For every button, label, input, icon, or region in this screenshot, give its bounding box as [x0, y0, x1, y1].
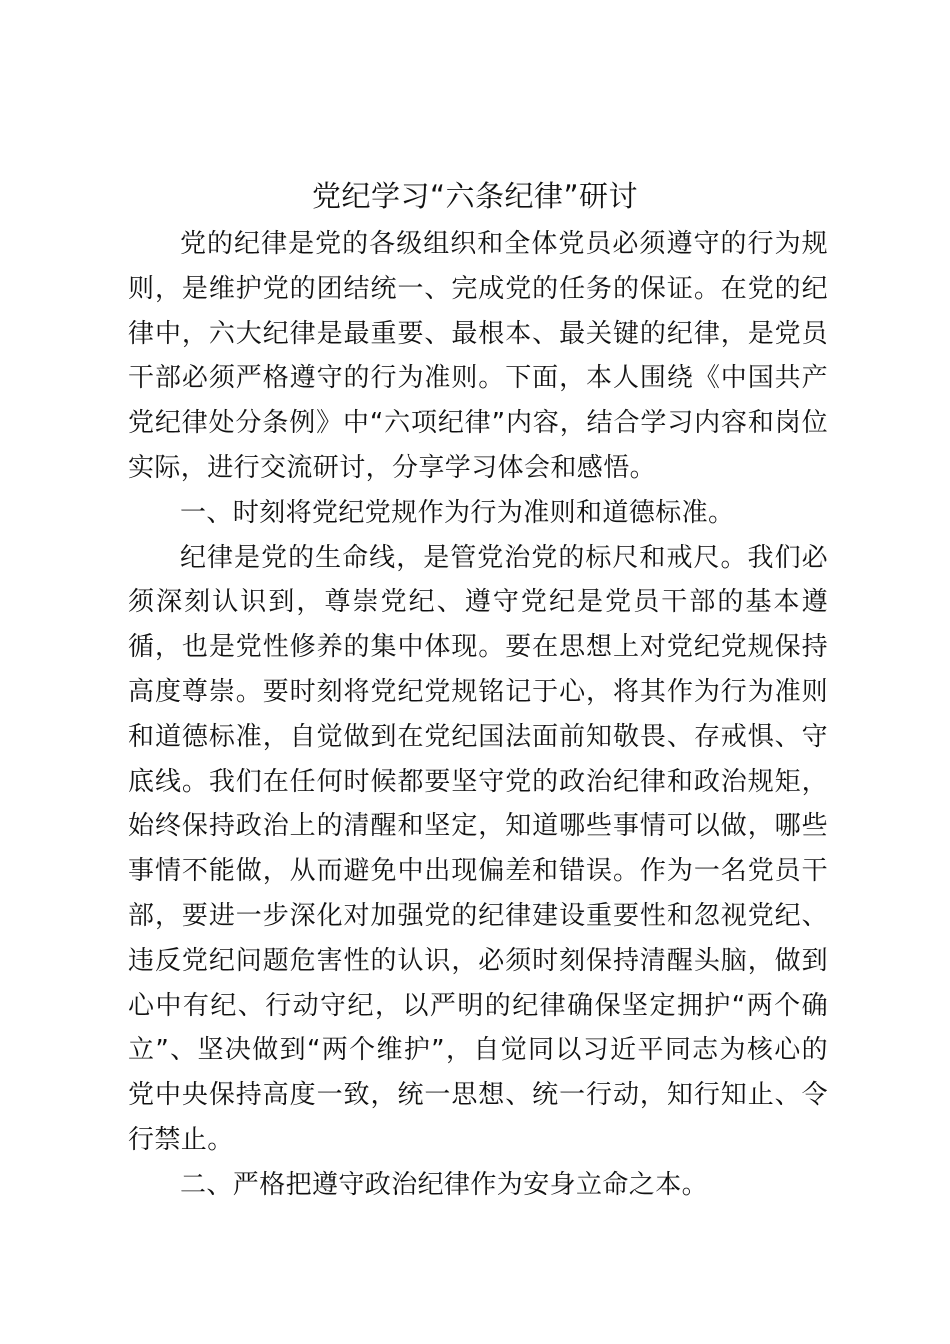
- section-heading-1: 一、时刻将党纪党规作为行为准则和道德标准。: [180, 497, 735, 528]
- intro-paragraph: 党的纪律是党的各级组织和全体党员必须遵守的行为规则，是维护党的团结统一、完成党的任务的保证。在党的纪律中，六大纪律是最重要、最根本、最关键的纪律，是党员干部必须严格遵守的行为准则。下面，本人围绕《中国共产党纪律处分条例》中“六项纪律”内容，结合学习内容和岗位实际，进行交流研讨，分享学习体会和感悟。: [128, 229, 828, 483]
- document-title: 党纪学习“六条纪律”研讨: [311, 179, 639, 213]
- section-heading-2: 二、严格把遵守政治纪律作为安身立命之本。: [180, 1169, 709, 1200]
- section-1-paragraph: 纪律是党的生命线，是管党治党的标尺和戒尺。我们必须深刻认识到，尊崇党纪、遵守党纪是党员干部的基本遵循，也是党性修养的集中体现。要在思想上对党纪党规保持高度尊崇。要时刻将党纪党规铭记于心，将其作为行为准则和道德标准，自觉做到在党纪国法面前知敬畏、存戒惧、守底线。我们在任何时候都要坚守党的政治纪律和政治规矩，始终保持政治上的清醒和坚定，知道哪些事情可以做，哪些事情不能做，从而避免中出现偏差和错误。作为一名党员干部，要进一步深化对加强党的纪律建设重要性和忽视党纪、违反党纪问题危害性的认识，必须时刻保持清醒头脑，做到心中有纪、行动守纪，以严明的纪律确保坚定拥护“两个确立”、坚决做到“两个维护”，自觉同以习近平同志为核心的党中央保持高度一致，统一思想、统一行动，知行知止、令行禁止。: [128, 542, 828, 1155]
- document-body: [128, 222, 828, 1208]
